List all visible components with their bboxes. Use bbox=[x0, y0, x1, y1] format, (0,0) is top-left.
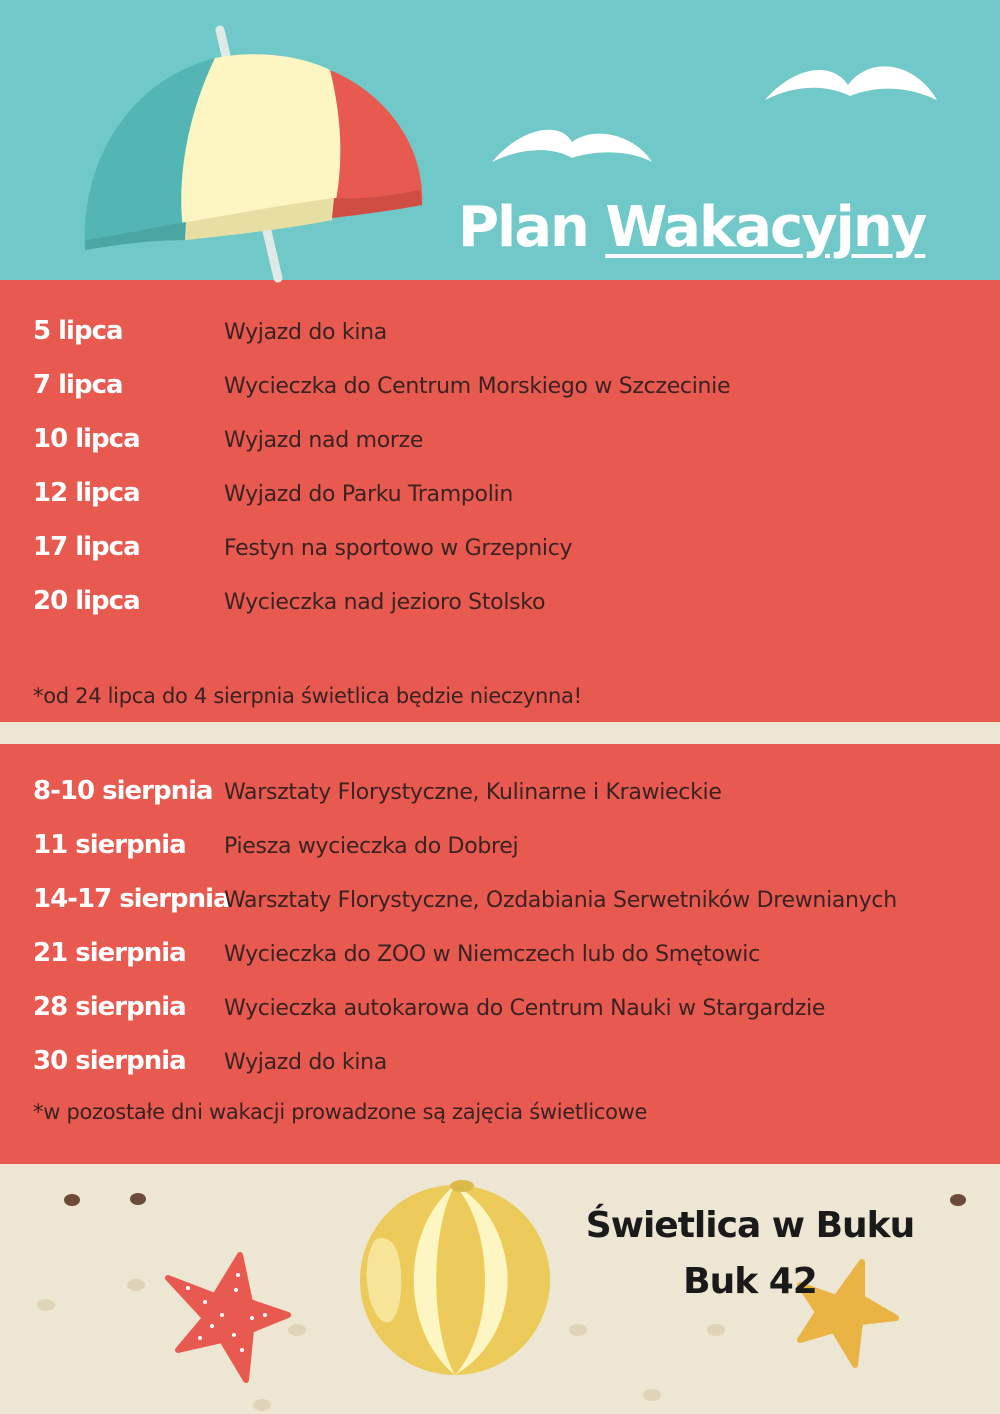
page-title bbox=[458, 195, 925, 260]
schedule-date: 5 lipca bbox=[33, 316, 123, 346]
beach-ball-icon bbox=[360, 1180, 550, 1375]
schedule-date: 8-10 sierpnia bbox=[33, 776, 213, 806]
schedule-row bbox=[33, 424, 973, 464]
starfish-icon bbox=[168, 1255, 288, 1380]
activities-note: *w pozostałe dni wakacji prowadzone są zajęcia świetlicowe bbox=[33, 1100, 648, 1124]
seagull-icon bbox=[492, 66, 937, 162]
schedule-row bbox=[33, 478, 973, 518]
schedule-row bbox=[33, 586, 973, 626]
schedule-date: 14-17 sierpnia bbox=[33, 884, 230, 914]
footer-address bbox=[560, 1198, 940, 1310]
schedule-activity: Wyjazd do kina bbox=[224, 1050, 387, 1075]
schedule-activity: Piesza wycieczka do Dobrej bbox=[224, 834, 519, 859]
schedule-date: 30 sierpnia bbox=[33, 1046, 186, 1076]
schedule-activity: Wyjazd do Parku Trampolin bbox=[224, 482, 513, 507]
schedule-activity: Warsztaty Florystyczne, Kulinarne i Krawieckie bbox=[224, 780, 722, 805]
schedule-activity: Festyn na sportowo w Grzepnicy bbox=[224, 536, 573, 561]
schedule-activity: Wycieczka do ZOO w Niemczech lub do Smętowic bbox=[224, 942, 760, 967]
schedule-row bbox=[33, 1046, 973, 1086]
schedule-row bbox=[33, 532, 973, 572]
schedule-row bbox=[33, 884, 973, 924]
schedule-row bbox=[33, 992, 973, 1032]
footer-name: Świetlica w Buku bbox=[585, 1205, 915, 1246]
schedule-activity: Warsztaty Florystyczne, Ozdabiania Serwetników Drewnianych bbox=[224, 888, 897, 913]
schedule-row bbox=[33, 370, 973, 410]
schedule-activity: Wyjazd nad morze bbox=[224, 428, 424, 453]
beach-umbrella-icon bbox=[85, 30, 423, 278]
schedule-activity: Wycieczka autokarowa do Centrum Nauki w Stargardzie bbox=[224, 996, 826, 1021]
schedule-date: 7 lipca bbox=[33, 370, 123, 400]
title-wakacyjny: Wakacyjny bbox=[605, 195, 926, 260]
footer-street: Buk 42 bbox=[683, 1261, 817, 1302]
schedule-date: 12 lipca bbox=[33, 478, 140, 508]
closure-note: *od 24 lipca do 4 sierpnia świetlica będzie nieczynna! bbox=[33, 684, 582, 708]
schedule-row bbox=[33, 776, 973, 816]
schedule-activity: Wyjazd do kina bbox=[224, 320, 387, 345]
schedule-row bbox=[33, 830, 973, 870]
schedule-activity: Wycieczka do Centrum Morskiego w Szczecinie bbox=[224, 374, 731, 399]
schedule-date: 20 lipca bbox=[33, 586, 140, 616]
schedule-date: 21 sierpnia bbox=[33, 938, 186, 968]
schedule-row bbox=[33, 316, 973, 356]
schedule-date: 11 sierpnia bbox=[33, 830, 186, 860]
title-plan: Plan bbox=[458, 195, 606, 260]
schedule-date: 17 lipca bbox=[33, 532, 140, 562]
schedule-row bbox=[33, 938, 973, 978]
schedule-date: 10 lipca bbox=[33, 424, 140, 454]
schedule-activity: Wycieczka nad jezioro Stolsko bbox=[224, 590, 546, 615]
schedule-date: 28 sierpnia bbox=[33, 992, 186, 1022]
